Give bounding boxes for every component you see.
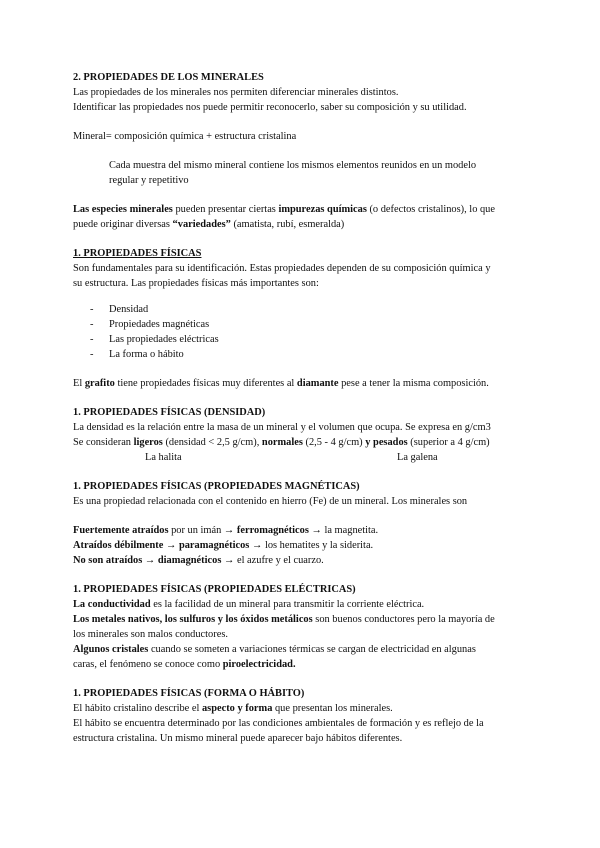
bold-text: Los metales nativos, los sulfuros y los óxidos metálicos [73,614,313,625]
paragraph-line: Las propiedades de los minerales nos permiten diferenciar minerales distintos. [73,87,399,98]
bold-text: aspecto y forma [201,703,273,714]
text: → la magnetita. [308,525,379,536]
paragraph-line: su estructura. Las propiedades físicas más importantes son: [73,278,319,289]
text: (superior a 4 g/cm) [407,437,490,448]
list-item [73,332,533,347]
paragraph-line: estructura cristalina. Un mismo mineral puede aparecer bajo hábitos diferentes. [73,733,403,744]
section-title-densidad: 1. PROPIEDADES FÍSICAS (DENSIDAD) [73,407,266,418]
text: (2,5 - 4 g/cm) [302,437,366,448]
text: cuando se someten a variaciones térmicas se cargan de electricidad en algunas [148,644,476,655]
text: → [163,540,179,551]
text: (amatista, rubí, esmeralda) [230,219,345,230]
especies-line-2 [73,217,533,232]
bold-text: ferromagnéticos [236,525,309,536]
paragraph-line [73,657,533,672]
paragraph-line: La densidad es la relación entre la masa de un mineral y el volumen que ocupa. Se expresa en g/cm3 [73,422,491,433]
list-dash: - [90,349,94,360]
section-title-propiedades-minerales: 2. PROPIEDADES DE LOS MINERALES [73,72,264,83]
text: → los hematites y la siderita. [249,540,374,551]
bold-text: Algunos cristales [73,644,149,655]
paragraph-line: El hábito se encuentra determinado por las condiciones ambientales de formación y es reflejo de la [73,718,484,729]
indented-line: Cada muestra del mismo mineral contiene los mismos elementos reunidos en un modelo [109,160,477,171]
bold-text: No son atraídos [73,555,143,566]
bold-text: ligeros [133,437,163,448]
bold-text: y pesados [365,437,408,448]
text: El [73,378,85,389]
text: por un imán → [168,525,237,536]
paragraph-line [73,642,533,657]
list-item [73,317,533,332]
bold-text: Fuertemente atraídos [73,525,169,536]
list-dash: - [90,334,94,345]
list-dash: - [90,319,94,330]
magnetic-row [73,523,533,538]
properties-list [73,302,533,362]
section-title-propiedades-fisicas: 1. PROPIEDADES FÍSICAS [73,248,202,259]
image-captions-row [73,450,533,465]
paragraph-line: Son fundamentales para su identificación. Estas propiedades dependen de su composición química y [73,263,491,274]
text: tiene propiedades físicas muy diferentes al [114,378,297,389]
especies-line-1 [73,202,533,217]
paragraph-line [73,597,533,612]
bold-text: piroelectricidad. [222,659,296,670]
text: puede originar diversas [73,219,173,230]
bold-text: La conductividad [73,599,151,610]
text: pueden presentar ciertas [172,204,279,215]
caption-halita: La halita [145,452,182,463]
text: son buenos conductores pero la mayoría de [312,614,495,625]
text: El hábito cristalino describe el [73,703,202,714]
section-title-electricas: 1. PROPIEDADES FÍSICAS (PROPIEDADES ELÉCTRICAS) [73,584,356,595]
text: (densidad < 2,5 g/cm), [162,437,262,448]
text: (o defectos cristalinos), lo que [366,204,495,215]
bold-text: impurezas químicas [278,204,367,215]
caption-galena: La galena [397,452,438,463]
paragraph-line: los minerales son malos conductores. [73,629,228,640]
paragraph-line: Identificar las propiedades nos puede permitir reconocerlo, saber su composición y su utilidad. [73,102,467,113]
list-item-label: Densidad [109,304,149,315]
section-title-habito: 1. PROPIEDADES FÍSICAS (FORMA O HÁBITO) [73,688,305,699]
paragraph-line: Es una propiedad relacionada con el contenido en hierro (Fe) de un mineral. Los minerales son [73,496,468,507]
bold-text: diamante [296,378,339,389]
text: caras, el fenómeno se conoce como [73,659,223,670]
text: → [142,555,158,566]
list-item-label: Las propiedades eléctricas [109,334,219,345]
text: Se consideran [73,437,134,448]
indented-line: regular y repetitivo [109,175,189,186]
bold-text: grafito [84,378,115,389]
paragraph-line [73,701,533,716]
bold-text: Las especies minerales [73,204,173,215]
magnetic-row [73,538,533,553]
magnetic-row [73,553,533,568]
text: → el azufre y el cuarzo. [221,555,324,566]
section-title-magneticas: 1. PROPIEDADES FÍSICAS (PROPIEDADES MAGNÉTICAS) [73,481,360,492]
bold-text: “variedades” [172,219,231,230]
document-content [73,70,533,746]
bold-text: diamagnéticos [157,555,222,566]
list-dash: - [90,304,94,315]
text: pese a tener la misma composición. [338,378,489,389]
text: que presentan los minerales. [272,703,393,714]
bold-text: normales [261,437,303,448]
bold-text: Atraídos débilmente [73,540,164,551]
list-item-label: Propiedades magnéticas [109,319,210,330]
bold-text: paramagnéticos [178,540,250,551]
list-item [73,347,533,362]
densidad-categorias-line [73,435,533,450]
formula-line: Mineral= composición química + estructura cristalina [73,131,297,142]
list-item-label: La forma o hábito [109,349,184,360]
grafito-line [73,376,533,391]
list-item [73,302,533,317]
text: es la facilidad de un mineral para transmitir la corriente eléctrica. [150,599,425,610]
paragraph-line [73,612,533,627]
